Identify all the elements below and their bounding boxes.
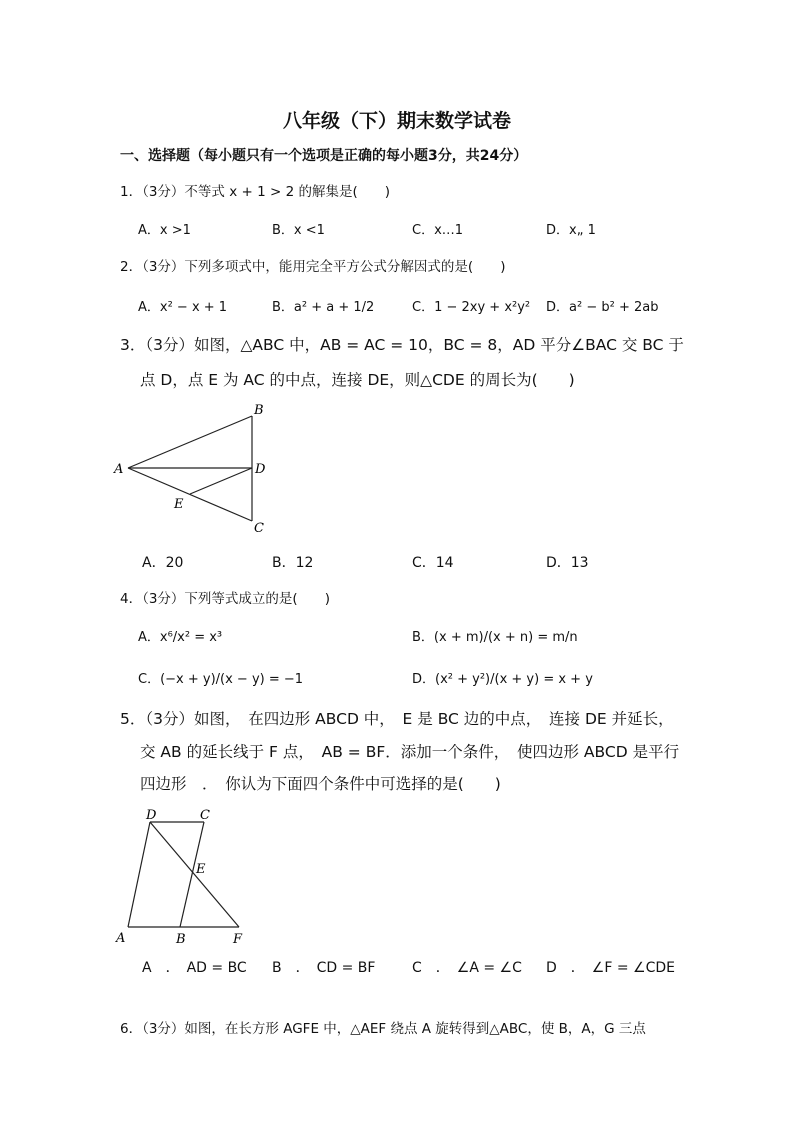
segment-ad — [128, 822, 150, 927]
label-d: D — [255, 462, 266, 477]
q2-option-a: A．x² − x + 1 — [138, 300, 228, 315]
section-heading: 一、选择题（每小题只有一个选项是正确的每小题3分，共24分） — [120, 148, 528, 164]
q3-option-d: D．13 — [546, 555, 589, 571]
q3-triangle-figure — [110, 400, 290, 540]
q4-option-c: C．(−x + y)/(x − y) = −1 — [138, 672, 304, 687]
q1-option-b: B．x <1 — [272, 223, 325, 238]
label-c: C — [200, 808, 210, 823]
q1-option-a: A．x >1 — [138, 223, 191, 238]
question-2: 2．（3分）下列多项式中，能用完全平方公式分解因式的是( ) — [120, 259, 506, 275]
label-e: E — [174, 497, 184, 512]
q3-option-a: A．20 — [142, 555, 184, 571]
q2-option-d: D．a² − b² + 2ab — [546, 300, 659, 315]
q4-option-a: A．x⁶/x² = x³ — [138, 630, 223, 645]
question-6: 6．（3分）如图，在长方形 AGFE 中，△AEF 绕点 A 旋转得到△ABC，使 B，A，G 三点 — [120, 1021, 646, 1037]
question-5-line-1: 5．（3分）如图， 在四边形 ABCD 中， E 是 BC 边的中点， 连接 DE 并延长， — [120, 710, 674, 728]
question-5-line-3: 四边形 ． 你认为下面四个条件中可选择的是( ) — [140, 775, 501, 793]
label-f: F — [233, 932, 243, 947]
q2-option-b: B．a² + a + 1/2 — [272, 300, 375, 315]
label-d: D — [146, 808, 157, 823]
q3-option-b: B．12 — [272, 555, 314, 571]
q5-option-d: D ． ∠F = ∠CDE — [546, 960, 675, 976]
question-3-line-2: 点 D，点 E 为 AC 的中点，连接 DE，则△CDE 的周长为( ) — [140, 371, 575, 389]
q5-option-a: A ． AD = BC — [142, 960, 247, 976]
label-b: B — [254, 403, 264, 418]
q5-option-c: C ． ∠A = ∠C — [412, 960, 522, 976]
label-c: C — [254, 521, 264, 536]
segment-ab — [128, 416, 252, 468]
q1-option-d: D．x„ 1 — [546, 223, 596, 238]
question-3-line-1: 3．（3分）如图，△ABC 中，AB = AC = 10，BC = 8，AD 平分∠BAC 交 BC 于 — [120, 336, 684, 354]
segment-de — [190, 468, 252, 494]
q4-option-d: D．(x² + y²)/(x + y) = x + y — [412, 672, 593, 687]
label-b: B — [176, 932, 186, 947]
label-e: E — [196, 862, 206, 877]
q5-option-b: B ． CD = BF — [272, 960, 376, 976]
q3-option-c: C．14 — [412, 555, 454, 571]
q2-option-c: C．1 − 2xy + x²y² — [412, 300, 531, 315]
q4-option-b: B．(x + m)/(x + n) = m/n — [412, 630, 578, 645]
label-a: A — [116, 931, 126, 946]
question-4: 4．（3分）下列等式成立的是( ) — [120, 591, 330, 607]
label-a: A — [114, 462, 124, 477]
question-5-line-2: 交 AB 的延长线于 F 点， AB = BF．添加一个条件， 使四边形 ABCD 是平行 — [140, 743, 680, 761]
q5-quadrilateral-figure — [112, 803, 262, 948]
page-title: 八年级（下）期末数学试卷 — [282, 110, 511, 132]
q1-option-c: C．x…1 — [412, 223, 464, 238]
question-1: 1．（3分）不等式 x + 1 > 2 的解集是( ) — [120, 184, 390, 200]
segment-df — [150, 822, 239, 927]
